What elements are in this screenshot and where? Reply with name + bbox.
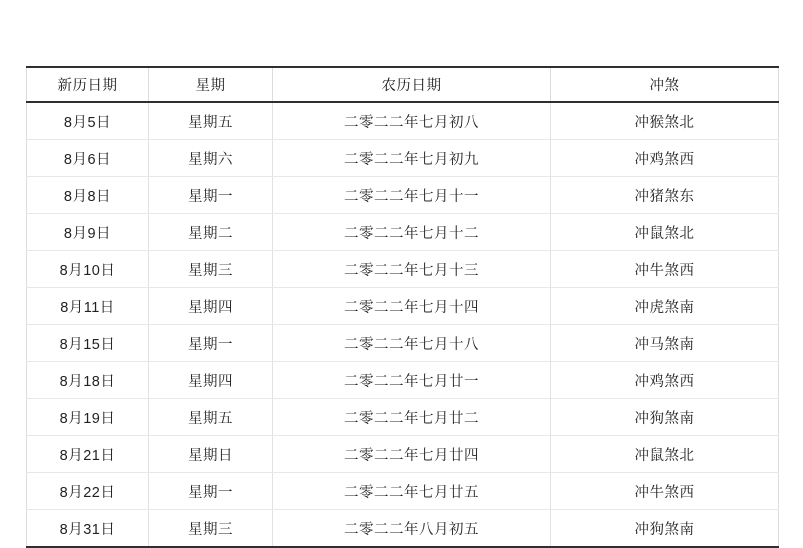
cell-date[interactable]: 8月31日 [27,510,149,548]
cell-lunar: 二零二二年八月初五 [273,510,551,548]
cell-clash: 冲牛煞西 [551,251,779,288]
cell-date[interactable]: 8月6日 [27,140,149,177]
table-row [27,362,779,399]
table-row [27,288,779,325]
cell-lunar: 二零二二年七月十八 [273,325,551,362]
table-body [27,102,779,547]
cell-date[interactable]: 8月21日 [27,436,149,473]
cell-date[interactable]: 8月15日 [27,325,149,362]
table-row [27,325,779,362]
cell-lunar: 二零二二年七月初九 [273,140,551,177]
cell-clash: 冲狗煞南 [551,399,779,436]
cell-clash: 冲狗煞南 [551,510,779,548]
cell-week: 星期四 [149,288,273,325]
cell-lunar: 二零二二年七月十二 [273,214,551,251]
table-row [27,214,779,251]
cell-date[interactable]: 8月22日 [27,473,149,510]
cell-week: 星期一 [149,473,273,510]
cell-week: 星期三 [149,251,273,288]
column-header-week: 星期 [149,67,273,102]
table-row [27,251,779,288]
cell-clash: 冲鸡煞西 [551,140,779,177]
cell-clash: 冲猪煞东 [551,177,779,214]
cell-clash: 冲牛煞西 [551,473,779,510]
table-row [27,140,779,177]
cell-week: 星期六 [149,140,273,177]
cell-lunar: 二零二二年七月廿一 [273,362,551,399]
cell-clash: 冲鼠煞北 [551,214,779,251]
cell-date[interactable]: 8月19日 [27,399,149,436]
cell-lunar: 二零二二年七月廿四 [273,436,551,473]
cell-date[interactable]: 8月9日 [27,214,149,251]
cell-date[interactable]: 8月10日 [27,251,149,288]
cell-clash: 冲马煞南 [551,325,779,362]
table-row [27,510,779,548]
column-header-clash: 冲煞 [551,67,779,102]
table-row [27,102,779,140]
calendar-table-container [26,66,778,548]
cell-week: 星期二 [149,214,273,251]
cell-lunar: 二零二二年七月初八 [273,102,551,140]
cell-date[interactable]: 8月11日 [27,288,149,325]
cell-date[interactable]: 8月8日 [27,177,149,214]
cell-week: 星期一 [149,325,273,362]
cell-lunar: 二零二二年七月廿二 [273,399,551,436]
cell-lunar: 二零二二年七月十四 [273,288,551,325]
table-row [27,399,779,436]
cell-week: 星期五 [149,102,273,140]
cell-lunar: 二零二二年七月十一 [273,177,551,214]
cell-lunar: 二零二二年七月廿五 [273,473,551,510]
cell-lunar: 二零二二年七月十三 [273,251,551,288]
cell-week: 星期日 [149,436,273,473]
cell-week: 星期四 [149,362,273,399]
cell-week: 星期三 [149,510,273,548]
cell-clash: 冲鸡煞西 [551,362,779,399]
cell-clash: 冲虎煞南 [551,288,779,325]
column-header-lunar: 农历日期 [273,67,551,102]
cell-date[interactable]: 8月18日 [27,362,149,399]
cell-week: 星期一 [149,177,273,214]
header-row [27,67,779,102]
table-row [27,473,779,510]
cell-clash: 冲猴煞北 [551,102,779,140]
table-row [27,436,779,473]
table-row [27,177,779,214]
cell-clash: 冲鼠煞北 [551,436,779,473]
cell-week: 星期五 [149,399,273,436]
table-header [27,67,779,102]
column-header-date: 新历日期 [27,67,149,102]
cell-date[interactable]: 8月5日 [27,102,149,140]
auspicious-dates-table [26,66,779,548]
